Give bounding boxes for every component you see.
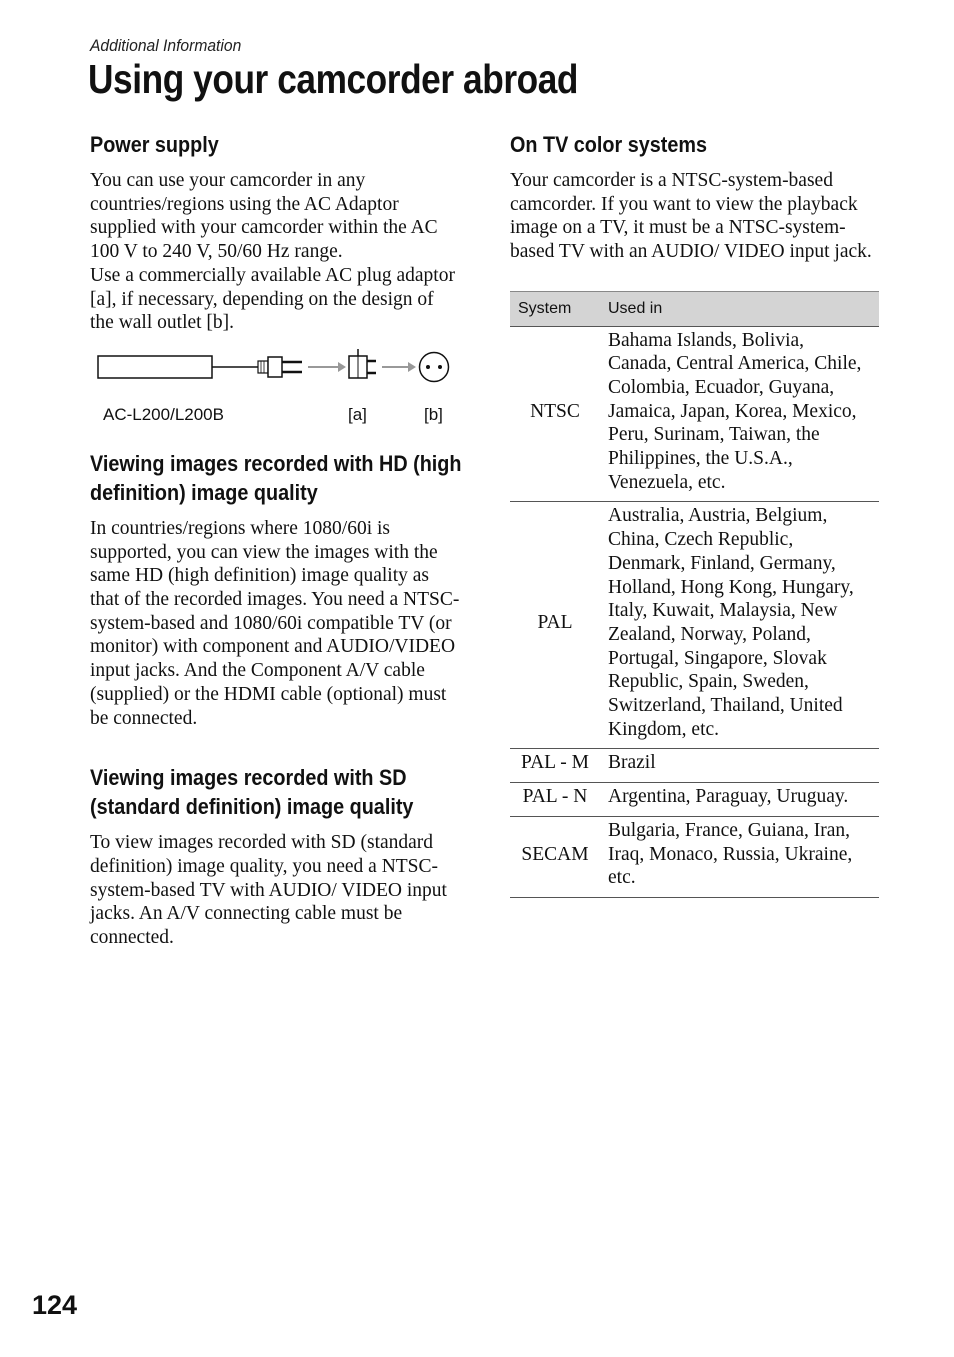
hd-heading: Viewing images recorded with HD (high definition) image quality <box>90 450 462 505</box>
plug-adaptor-label: [a] <box>348 404 367 424</box>
adaptor-model-label: AC-L200/L200B <box>103 404 224 424</box>
column-header-used-in: Used in <box>600 291 879 326</box>
sd-text: To view images recorded with SD (standard definition) image quality, you need a NTSC-system-based TV with AUDIO/ VIDEO input jacks. An A/V connecting cable must be connected. <box>90 832 447 949</box>
hd-section <box>90 449 460 730</box>
system-cell: NTSC <box>510 326 600 502</box>
system-cell: SECAM <box>510 816 600 897</box>
system-cell: PAL - N <box>510 783 600 817</box>
plug-adaptor-illustration <box>90 347 460 397</box>
power-supply-heading: Power supply <box>90 132 219 157</box>
power-supply-section <box>90 130 460 449</box>
hd-text: In countries/regions where 1080/60i is supported, you can view the images with the same HD (high definition) image quality as that of the recorded images. You need a NTSC-system-based and 1080/60i compatible TV (or monitor) with component and AUDIO/VIDEO input jacks. And the Component A/V cable (supplied) or the HDMI cable (optional) must be connected. <box>90 517 460 729</box>
table-row <box>510 816 879 897</box>
power-supply-text-2: Use a commercially available AC plug adaptor [a], if necessary, depending on the design of the wall outlet [b]. <box>90 264 455 334</box>
used-in-cell: Argentina, Paraguay, Uruguay. <box>600 783 879 817</box>
section-label: Additional Information <box>90 36 242 55</box>
table-row <box>510 502 879 749</box>
ac-plug-icon <box>258 357 302 377</box>
system-cell: PAL <box>510 502 600 749</box>
plug-adaptor-icon <box>349 349 376 378</box>
tv-systems-heading: On TV color systems <box>510 132 707 157</box>
plug-adaptor-diagram <box>90 347 460 449</box>
table-row <box>510 783 879 817</box>
page-number: 124 <box>32 1290 78 1320</box>
wall-outlet-label: [b] <box>424 404 443 424</box>
right-column <box>510 130 880 898</box>
system-cell: PAL - M <box>510 749 600 783</box>
left-column <box>90 130 460 950</box>
used-in-cell: Bulgaria, France, Guiana, Iran, Iraq, Monaco, Russia, Ukraine, etc. <box>600 816 879 897</box>
tv-systems-text: Your camcorder is a NTSC-system-based camcorder. If you want to view the playback image on a TV, it must be a NTSC-system-based TV with an AUDIO/ VIDEO input jack. <box>510 170 872 263</box>
used-in-cell: Brazil <box>600 749 879 783</box>
page-title: Using your camcorder abroad <box>88 56 579 102</box>
table-row <box>510 326 879 502</box>
table-row <box>510 749 879 783</box>
used-in-cell: Australia, Austria, Belgium, China, Czech Republic, Denmark, Finland, Germany, Holland, Hong Kong, Hungary, Italy, Kuwait, Malaysia, New Zealand, Norway, Poland, Portugal, Singapore, Slovak Republic, Spain, Sweden, Switzerland, Thailand, United Kingdom, etc. <box>600 502 879 749</box>
sd-section <box>90 763 460 950</box>
sd-heading: Viewing images recorded with SD (standard definition) image quality <box>90 765 414 820</box>
table-header-row <box>510 291 879 326</box>
tv-systems-table <box>510 291 879 898</box>
used-in-cell: Bahama Islands, Bolivia, Canada, Central America, Chile, Colombia, Ecuador, Guyana, Jamaica, Japan, Korea, Mexico, Peru, Surinam, Taiwan, the Philippines, the U.S.A., Venezuela, etc. <box>600 326 879 502</box>
power-supply-text-1: You can use your camcorder in any countries/regions using the AC Adaptor supplied with your camcorder within the AC 100 V to 240 V, 50/60 Hz range. <box>90 170 438 263</box>
wall-outlet-icon <box>420 352 449 381</box>
tv-systems-section <box>510 130 880 898</box>
column-header-system: System <box>510 291 600 326</box>
